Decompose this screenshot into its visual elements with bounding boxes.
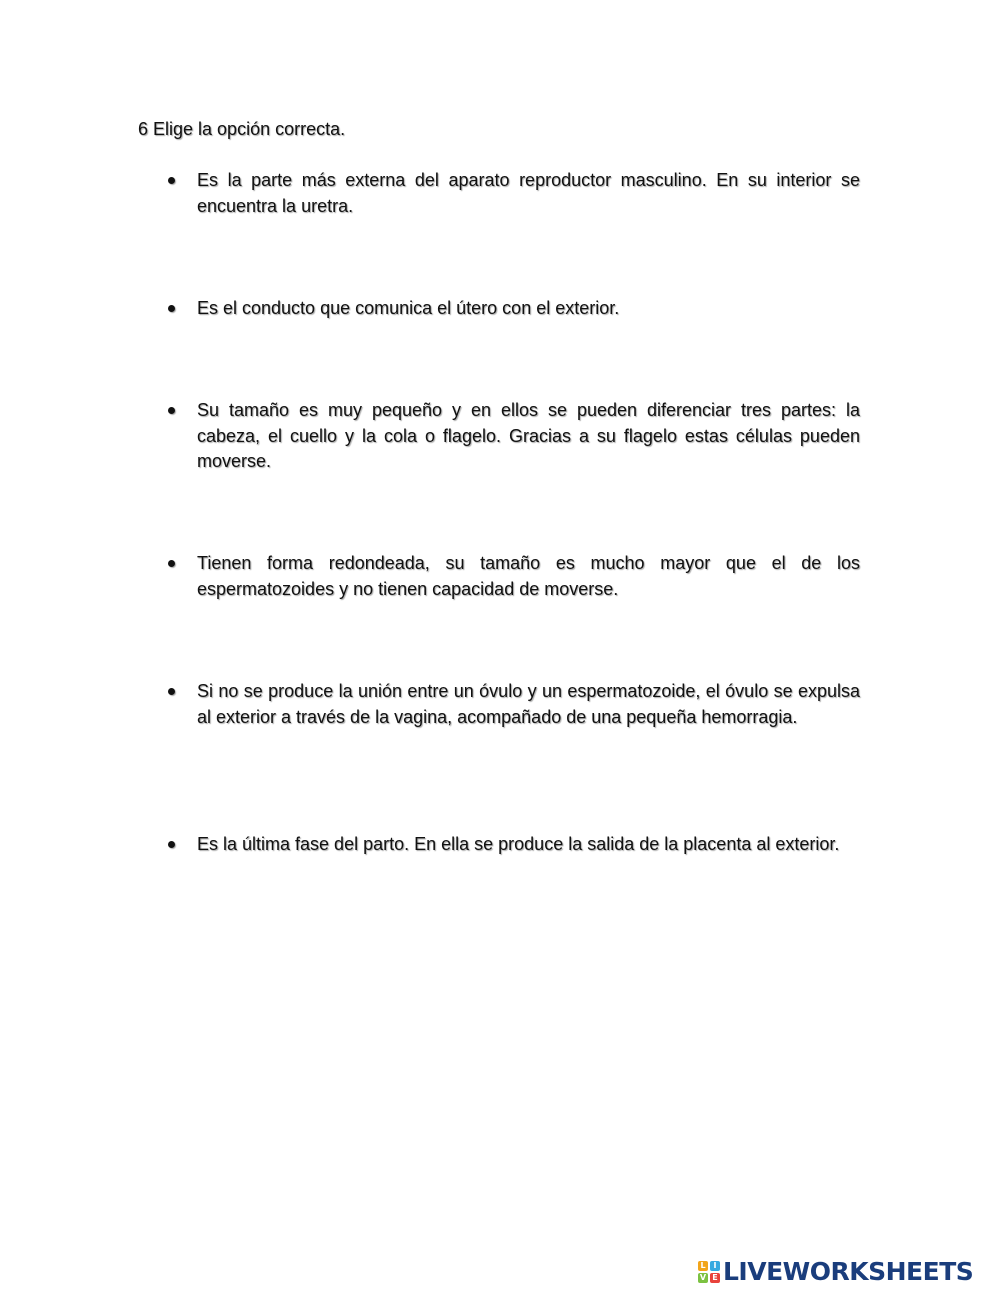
liveworksheets-logo-text: LIVEWORKSHEETS: [723, 1257, 974, 1286]
logo-mark-v: V: [699, 1273, 707, 1282]
logo-mark-l: L: [698, 1261, 708, 1271]
list-item-text: Su tamaño es muy pequeño y en ellos se pueden diferenciar tres partes: la cabeza, el cuello y la cola o flagelo. Gracias a su flagelo estas células pueden moverse.: [197, 400, 860, 471]
list-item-text: Es la parte más externa del aparato reproductor masculino. En su interior se encuentra la uretra.: [197, 170, 860, 216]
logo-mark-i: I: [710, 1261, 720, 1271]
bullet-icon: [168, 688, 175, 695]
bullet-icon: [168, 407, 175, 414]
liveworksheets-logo-icon: [698, 1261, 720, 1283]
bullet-icon: [168, 560, 175, 567]
list-item-text: Es el conducto que comunica el útero con el exterior.: [197, 298, 620, 318]
bullet-icon: [168, 305, 175, 312]
logo-mark-e: E: [710, 1273, 720, 1283]
list-item-text: Es la última fase del parto. En ella se produce la salida de la placenta al exterior.: [197, 834, 840, 854]
bullet-icon: [168, 841, 175, 848]
liveworksheets-logo: [698, 1258, 973, 1286]
bullet-icon: [168, 177, 175, 184]
list-item-text: Tienen forma redondeada, su tamaño es mucho mayor que el de los espermatozoides y no tienen capacidad de moverse.: [197, 553, 860, 599]
exercise-title: 6 Elige la opción correcta.: [138, 119, 346, 139]
list-item-text: Si no se produce la unión entre un óvulo y un espermatozoide, el óvulo se expulsa al exterior a través de la vagina, acompañado de una pequeña hemorragia.: [197, 681, 860, 727]
